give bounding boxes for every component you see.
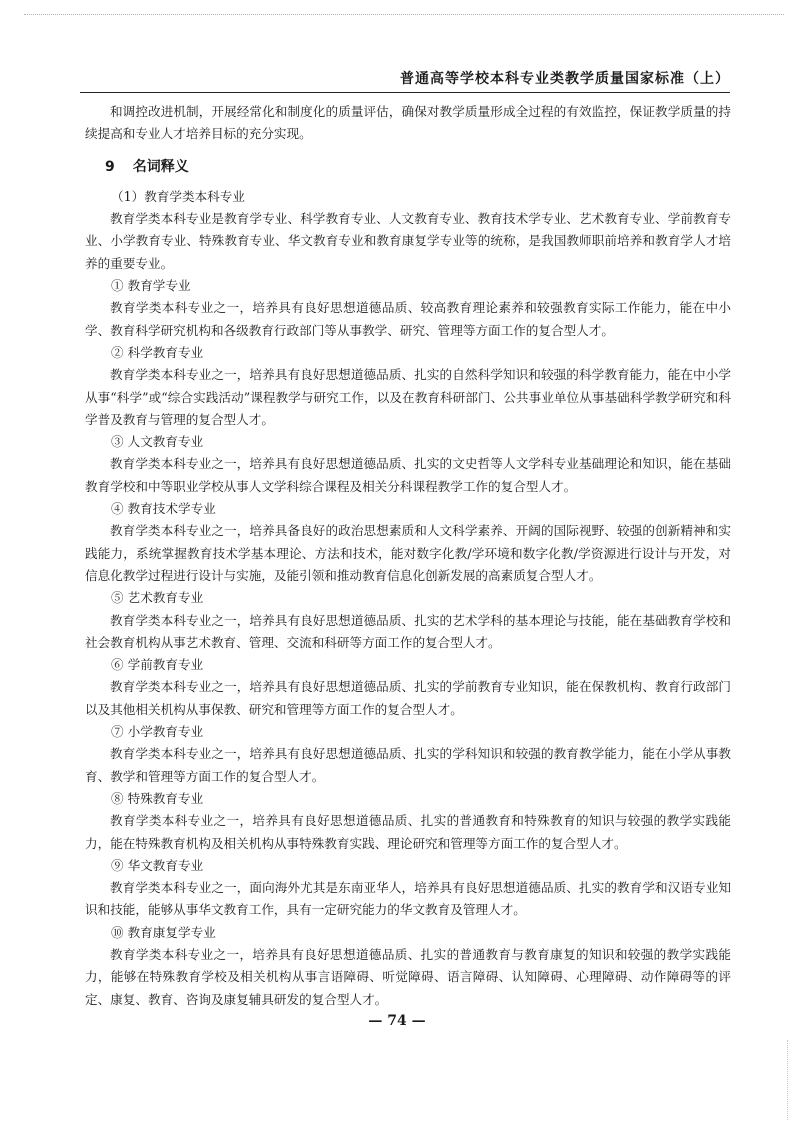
entry-body: 教育学类本科专业之一，培养具有良好思想道德品质、扎实的自然科学知识和较强的科学教育能力，能在中小学从事“科学”或“综合实践活动”课程教学与研究工作，以及在教育科研部门、公共事业单位从事基础科学教学研究和科学普及教育与管理的复合型人才。 — [85, 367, 731, 427]
entry-body: 教育学类本科专业之一，培养具有良好思想道德品质、扎实的普通教育与教育康复的知识和较强的教学实践能力，能够在特殊教育学校及相关机构从事言语障碍、听觉障碍、语言障碍、认知障碍、心理障碍、动作障碍等的评定、康复、教育、咨询及康复辅具研发的复合型人才。 — [85, 946, 731, 1007]
subsection-body: 教育学类本科专业是教育学专业、科学教育专业、人文教育专业、教育技术学专业、艺术教育专业、学前教育专业、小学教育专业、特殊教育专业、华文教育专业和教育康复学专业等的统称，是我国教师职前培养和教育学人才培养的重要专业。 — [85, 211, 731, 271]
running-header: 普通高等学校本科专业类教学质量国家标准（上） — [80, 68, 730, 93]
entry-heading: ⑧ 特殊教育专业 — [111, 790, 204, 806]
scan-edge-right — [785, 1040, 788, 1120]
entry-heading: ④ 教育技术学专业 — [111, 501, 216, 517]
section-heading — [85, 156, 731, 178]
entry-body: 教育学类本科专业之一，培养具有良好思想道德品质、扎实的普通教育和特殊教育的知识与较强的教学实践能力，能在特殊教育机构及相关机构从事特殊教育实践、理论研究和管理等方面工作的复合型人才。 — [85, 813, 731, 851]
entry-body: 教育学类本科专业之一，培养具有良好思想道德品质、扎实的艺术学科的基本理论与技能，能在基础教育学校和社会教育机构从事艺术教育、管理、交流和科研等方面工作的复合型人才。 — [85, 612, 731, 650]
entry-body: 教育学类本科专业之一，培养具有良好思想道德品质、扎实的学科知识和较强的教育教学能力，能在小学从事教育、教学和管理等方面工作的复合型人才。 — [85, 746, 731, 784]
section-number: 9 — [105, 158, 115, 175]
entry-body: 教育学类本科专业之一，培养具有良好思想道德品质、较高教育理论素养和较强教育实际工作能力，能在中小学、教育科学研究机构和各级教育行政部门等从事教学、研究、管理等方面工作的复合型人才。 — [85, 300, 731, 338]
entry-heading: ② 科学教育专业 — [111, 344, 204, 360]
entry-heading: ⑥ 学前教育专业 — [111, 657, 204, 673]
section-title: 名词释义 — [132, 158, 189, 175]
subsection-heading: （1）教育学类本科专业 — [111, 188, 245, 204]
scan-edge-top — [24, 14, 784, 18]
entry-body: 教育学类本科专业之一，培养具有良好思想道德品质、扎实的学前教育专业知识，能在保教机构、教育行政部门以及其他相关机构从事保教、研究和管理等方面工作的复合型人才。 — [85, 679, 731, 717]
entry-heading: ⑦ 小学教育专业 — [111, 724, 204, 740]
page-number: — 74 — — [368, 1013, 426, 1029]
intro-paragraph: 和调控改进机制，开展经常化和制度化的质量评估，确保对教学质量形成全过程的有效监控，保证教学质量的持续提高和专业人才培养目标的充分实现。 — [85, 104, 731, 142]
entry-body: 教育学类本科专业之一，培养具有良好思想道德品质、扎实的文史哲等人文学科专业基础理论和知识，能在基础教育学校和中等职业学校从事人文学科综合课程及相关分科课程教学工作的复合型人才。 — [85, 456, 731, 494]
entry-heading: ⑤ 艺术教育专业 — [111, 590, 204, 606]
entry-heading: ① 教育学专业 — [111, 278, 191, 294]
entry-body: 教育学类本科专业之一，培养具备良好的政治思想素质和人文科学素养、开阔的国际视野、较强的创新精神和实践能力，系统掌握教育技术学基本理论、方法和技术，能对数字化教/学环境和数字化教/学资源进行设计与开发，对信息化教学过程进行设计与实施，及能引领和推动教育信息化创新发展的高素质复合型人才。 — [85, 523, 731, 583]
entry-heading: ③ 人文教育专业 — [111, 434, 204, 450]
entry-heading: ⑨ 华文教育专业 — [111, 857, 204, 873]
entry-body: 教育学类本科专业之一，面向海外尤其是东南亚华人，培养具有良好思想道德品质、扎实的教育学和汉语专业知识和技能，能够从事华文教育工作，具有一定研究能力的华文教育及管理人才。 — [85, 880, 731, 918]
entry-heading: ⑩ 教育康复学专业 — [111, 924, 216, 940]
page-content — [85, 101, 731, 1011]
